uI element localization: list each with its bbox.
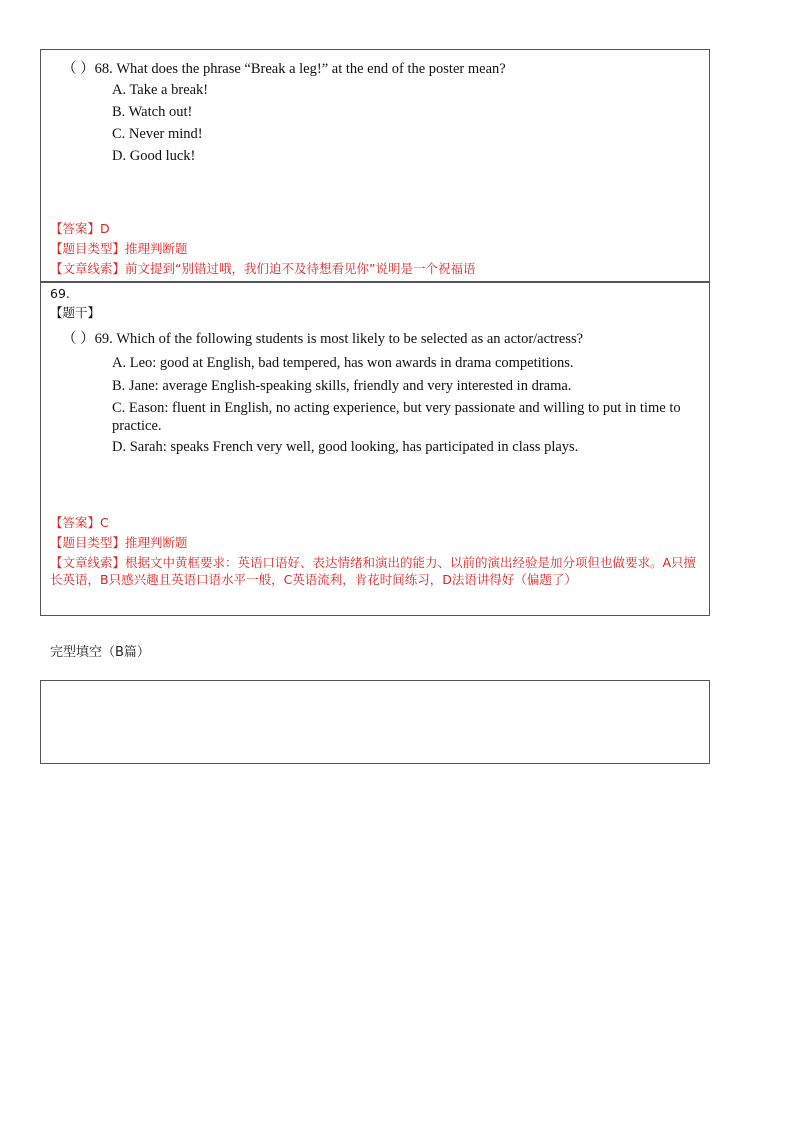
q69-number: 69. [50,286,70,301]
q68-clue: 【文章线索】前文提到“别错过哦，我们迫不及待想看见你”说明是一个祝福语 [50,261,476,276]
q68-option-c: C. Never mind! [112,126,203,142]
q68-type: 【题目类型】推理判断题 [50,241,188,256]
question-69-stem: （ ）69. Which of the following students is most likely to be selected as an actor/actress? [62,331,584,347]
q69-clue: 【文章线索】根据文中黄框要求：英语口语好、表达情绪和演出的能力、以前的演出经验是加分项但也做要求。A只擅长英语，B只感兴趣且英语口语水平一般，C英语流利，肯花时间练习，D法语讲得好（偏题了） [50,555,697,587]
q68-option-a: A. Take a break! [112,82,209,98]
q69-option-d: D. Sarah: speaks French very well, good looking, has participated in class plays. [112,439,579,455]
section-title: 完型填空（B篇） [50,645,150,660]
q69-option-c: C. Eason: fluent in English, no acting experience, but very passionate and willing to put in time to practice. [112,400,681,434]
q69-type: 【题目类型】推理判断题 [50,535,188,550]
question-68-stem: （ ）68. What does the phrase “Break a leg!” at the end of the poster mean? [62,61,506,77]
q69-answer: 【答案】C [50,515,109,530]
q69-option-a: A. Leo: good at English, bad tempered, has won awards in drama competitions. [112,355,574,371]
q68-option-b: B. Watch out! [112,104,193,120]
q68-answer: 【答案】D [50,221,110,236]
q68-option-d: D. Good luck! [112,148,196,164]
cloze-b-box [40,680,710,764]
q69-option-b: B. Jane: average English-speaking skills, friendly and very interested in drama. [112,378,572,394]
q69-stem-label: 【题干】 [50,305,101,320]
